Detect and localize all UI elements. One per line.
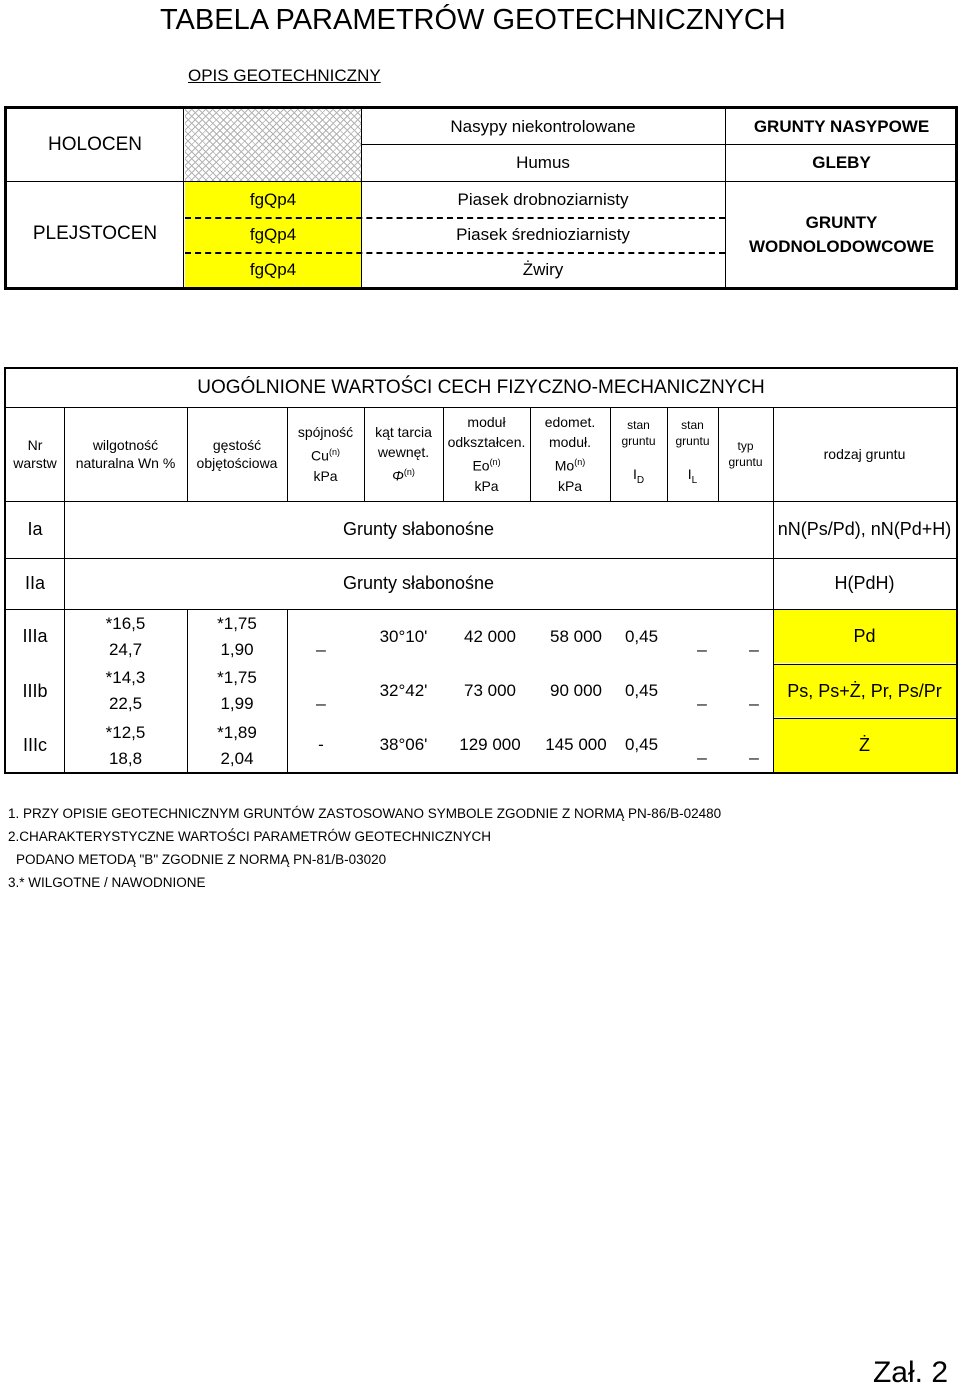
- header-spojnosc: spójność Cu$^{(n)}$ kPa: [297, 424, 354, 484]
- group-gleby: GLEBY: [812, 152, 871, 172]
- mo-value: 145 000: [545, 735, 607, 754]
- desc-piasek-drobny: Piasek drobnoziarnisty: [457, 189, 629, 209]
- layer-desc-iia: Grunty słabonośne: [342, 573, 495, 593]
- header-typ-gruntu: typ gruntu: [728, 439, 763, 469]
- header-wilgotnosc: wilgotność naturalna Wn %: [75, 437, 176, 471]
- layer-rodzaj-iiia: Pd: [853, 625, 876, 646]
- header-modul-odksztalcenia: moduł odkształcen. Eo$^{(n)}$ kPa: [447, 414, 526, 494]
- typ-value: _: [749, 633, 759, 652]
- wn-value: 22,5: [108, 694, 143, 713]
- header-rodzaj-gruntu: rodzaj gruntu: [823, 446, 906, 462]
- section-subtitle: OPIS GEOTECHNICZNY: [188, 66, 381, 85]
- params-title: UOGÓLNIONE WARTOŚCI CECH FIZYCZNO-MECHANICZNYCH: [197, 377, 765, 398]
- desc-humus: Humus: [516, 152, 570, 172]
- header-kat-tarcia: kąt tarcia wewnęt. $\Phi^{(n)}$: [375, 424, 432, 484]
- id-value: 0,45: [624, 627, 659, 646]
- hatched-cell: [185, 109, 361, 181]
- parameters-table: [4, 367, 958, 774]
- desc-zwiry: Żwiry: [522, 259, 564, 279]
- rho-value: *1,75: [217, 614, 257, 633]
- wn-value: *16,5: [105, 614, 146, 633]
- layer-rodzaj-ia: nN(Ps/Pd), nN(Pd+H): [777, 519, 952, 539]
- id-value: 0,45: [624, 681, 659, 700]
- group-wodnolodowcowe-line2: WODNOLODOWCOWE: [748, 236, 935, 256]
- rho-value: *1,75: [217, 668, 257, 687]
- note-1: 1. PRZY OPISIE GEOTECHNICZNYM GRUNTÓW ZASTOSOWANO SYMBOLE ZGODNIE Z NORMĄ PN-86/B-02480: [8, 806, 722, 821]
- desc-nasypy: Nasypy niekontrolowane: [450, 116, 636, 136]
- layer-nr-iiic: IIIc: [22, 734, 47, 755]
- header-stan-il: stan gruntu $I_L$: [675, 418, 710, 486]
- phi-value: 30°10': [379, 627, 428, 646]
- eo-value: 42 000: [464, 627, 516, 646]
- layer-desc-ia: Grunty słabonośne: [342, 519, 495, 539]
- group-wodnolodowcowe: [725, 182, 958, 287]
- header-stan-id: stan gruntu $I_D$: [621, 418, 656, 486]
- layer-nr-ia: Ia: [27, 519, 43, 539]
- wn-value: 18,8: [108, 749, 143, 768]
- group-nasypowe: GRUNTY NASYPOWE: [753, 116, 930, 136]
- strat-row-1: fgQp4: [249, 189, 297, 209]
- wn-value: *14,3: [105, 668, 146, 687]
- layer-nr-iia: IIa: [24, 573, 45, 593]
- cu-value: _: [316, 633, 326, 652]
- note-2: 2.CHARAKTERYSTYCZNE WARTOŚCI PARAMETRÓW GEOTECHNICZNYCH: [8, 829, 492, 844]
- era-plejstocen: PLEJSTOCEN: [32, 223, 158, 244]
- rho-value: 1,90: [220, 640, 254, 659]
- wn-value: 24,7: [108, 640, 143, 659]
- rho-value: 1,99: [220, 694, 254, 713]
- attachment-label: Zał. 2: [872, 1356, 948, 1389]
- cu-value: -: [318, 735, 324, 754]
- phi-value: 38°06': [379, 735, 428, 754]
- wn-value: *12,5: [105, 723, 146, 742]
- note-3: 3.* WILGOTNE / NAWODNIONE: [8, 875, 206, 890]
- layer-nr-iiib: IIIb: [22, 680, 48, 701]
- eo-value: 129 000: [459, 735, 521, 754]
- page-title: TABELA PARAMETRÓW GEOTECHNICZNYCH: [160, 4, 786, 36]
- layer-rodzaj-iia: H(PdH): [834, 573, 895, 593]
- layer-nr-iiia: IIIa: [22, 625, 48, 646]
- il-value: _: [697, 687, 707, 706]
- il-value: _: [697, 633, 707, 652]
- rho-value: *1,89: [217, 723, 257, 742]
- layer-rodzaj-iiic: Ż: [859, 734, 870, 755]
- id-value: 0,45: [624, 735, 659, 754]
- layer-rodzaj-iiib: Ps, Ps+Ż, Pr, Ps/Pr: [787, 680, 942, 701]
- desc-piasek-sredni: Piasek średnioziarnisty: [456, 224, 630, 244]
- header-gestosc: gęstość objętościowa: [196, 437, 278, 471]
- strat-row-3: fgQp4: [249, 259, 297, 279]
- rho-value: 2,04: [220, 749, 254, 768]
- era-holocen: HOLOCEN: [48, 134, 142, 155]
- strat-row-2: fgQp4: [249, 224, 297, 244]
- eo-value: 73 000: [464, 681, 516, 700]
- cu-value: _: [316, 687, 326, 706]
- typ-value: _: [749, 741, 759, 760]
- mo-value: 90 000: [550, 681, 602, 700]
- mo-value: 58 000: [550, 627, 602, 646]
- note-2-cont: PODANO METODĄ "B" ZGODNIE Z NORMĄ PN-81/B-03020: [16, 852, 387, 867]
- group-wodnolodowcowe-line1: GRUNTY: [805, 212, 878, 232]
- phi-value: 32°42': [379, 681, 428, 700]
- header-nr: Nr warstw: [13, 437, 57, 471]
- header-modul-edometryczny: edomet. moduł. Mo$^{(n)}$ kPa: [544, 414, 596, 494]
- geo-description-table: [4, 106, 958, 290]
- il-value: _: [697, 741, 707, 760]
- typ-value: _: [749, 687, 759, 706]
